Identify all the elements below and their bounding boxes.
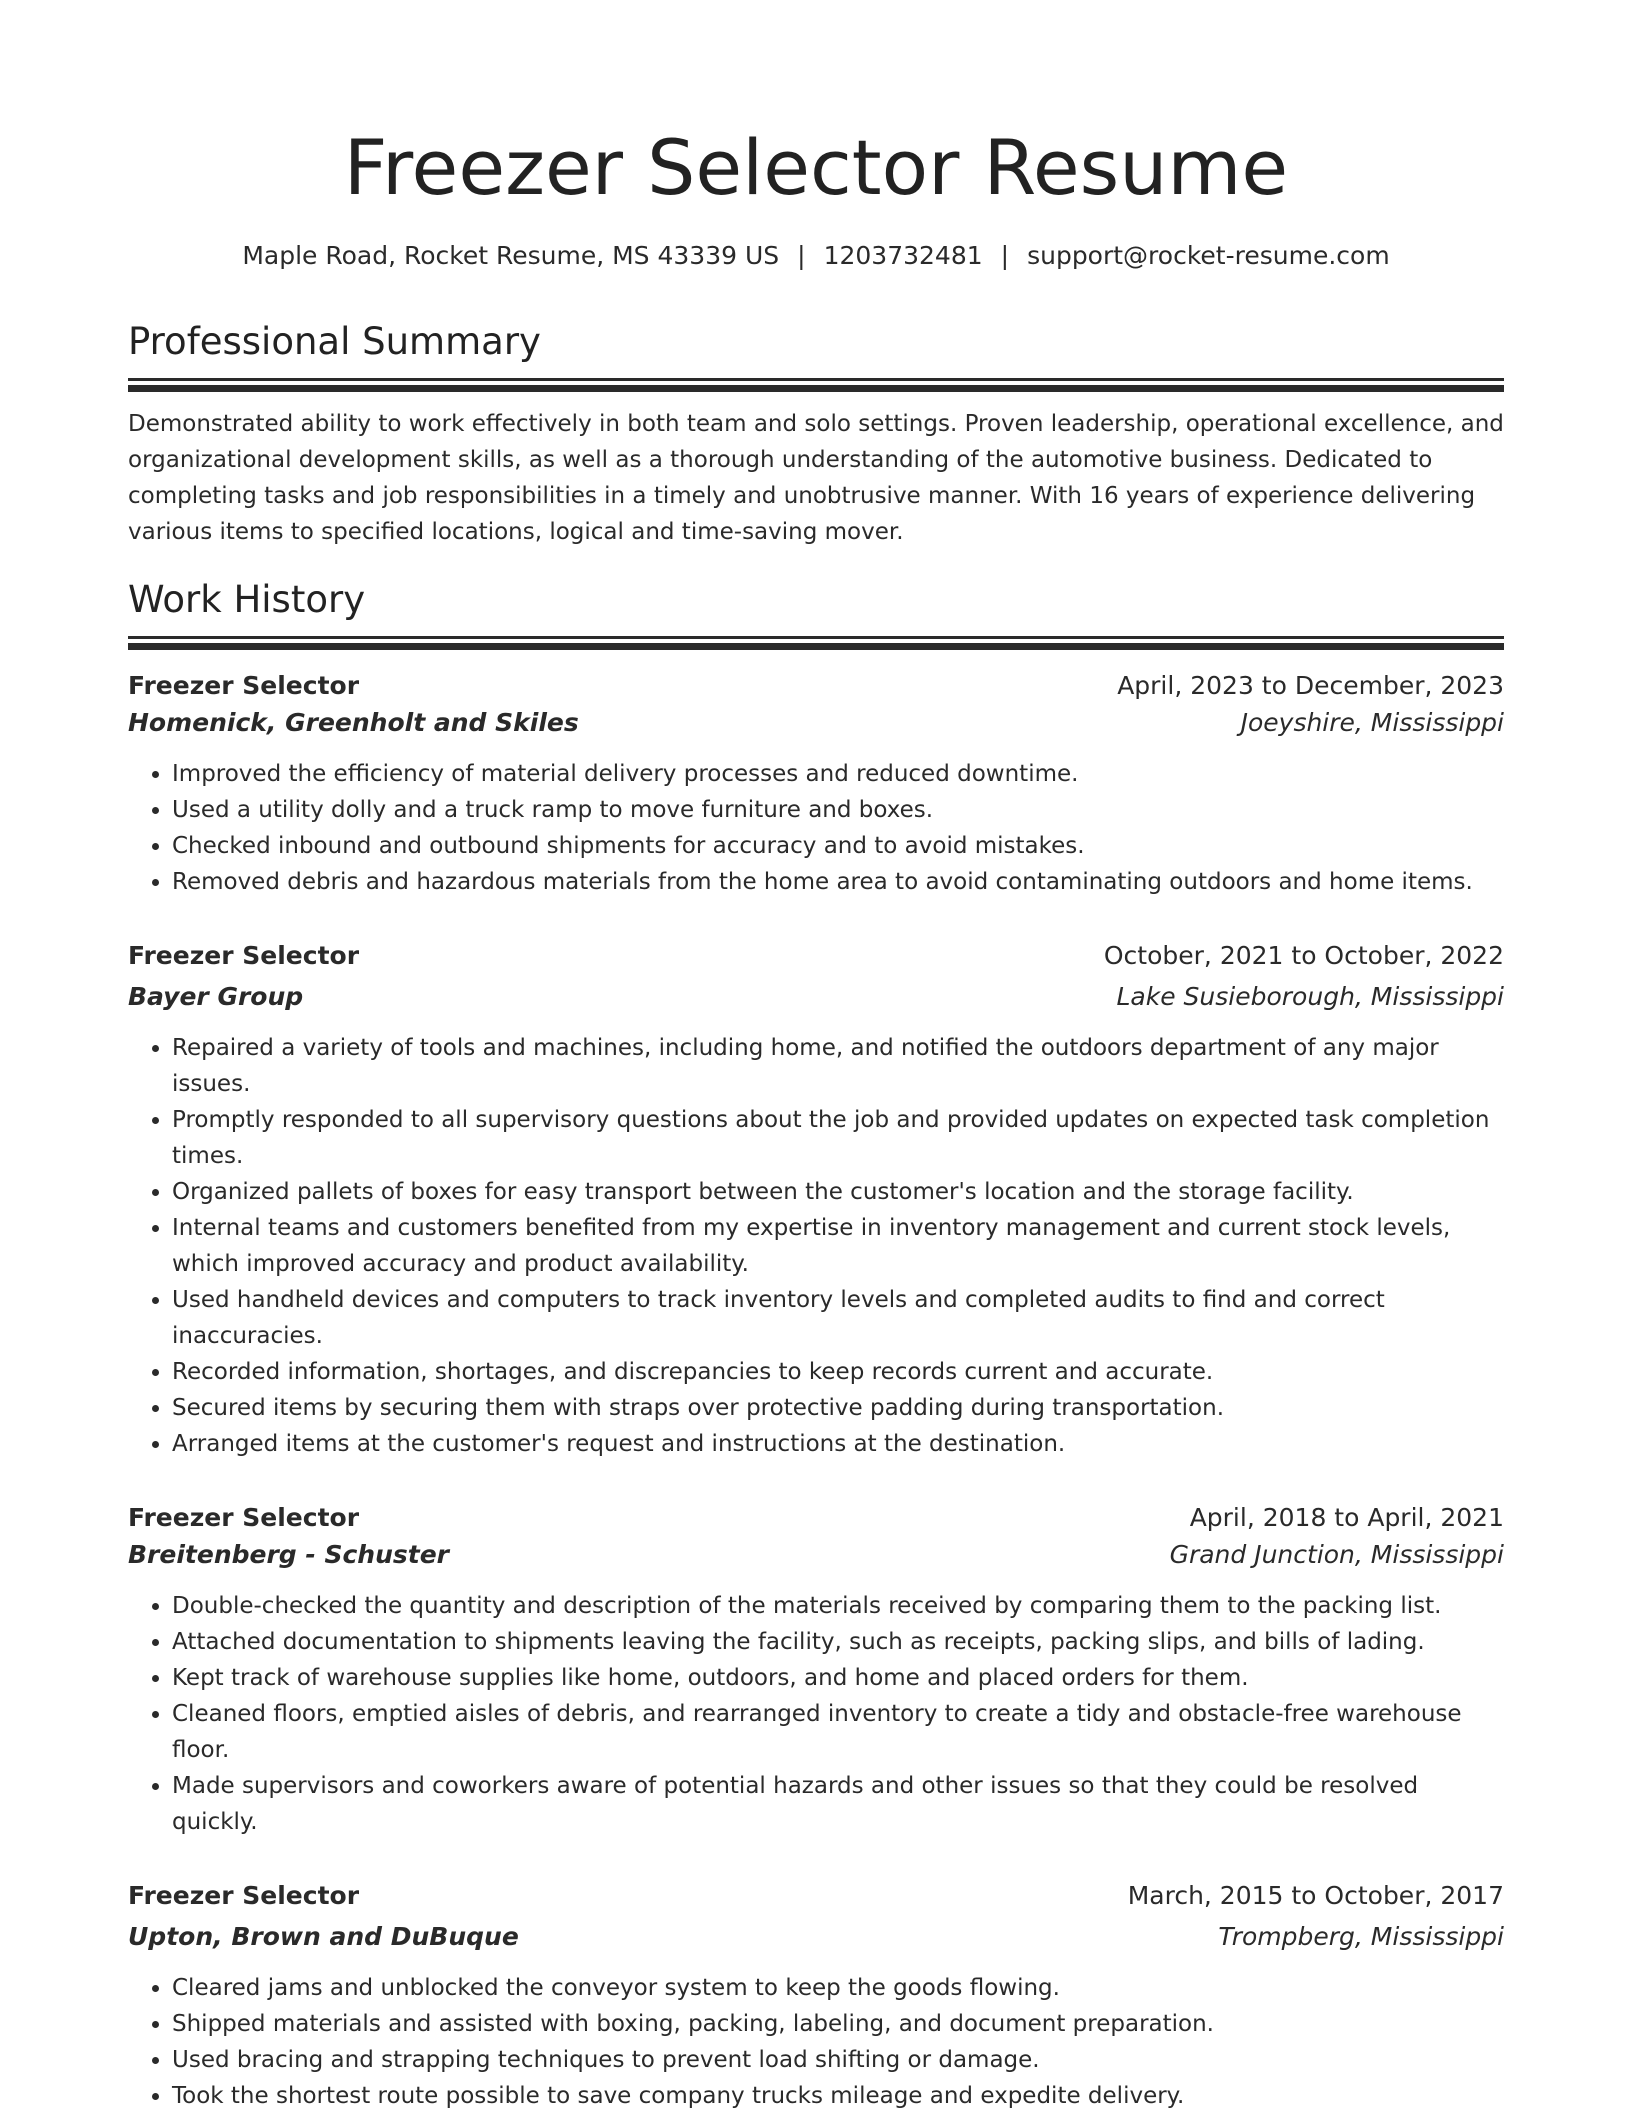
job-bullet: • Kept track of warehouse supplies like home, outdoors, and home and placed orders for them. — [172, 1660, 1504, 1696]
job-company: Bayer Group — [128, 982, 304, 1011]
job-location: Lake Susieborough, Mississippi — [1116, 982, 1504, 1011]
job-bullets — [128, 1030, 1504, 1462]
job-bullet: • Promptly responded to all supervisory questions about the job and provided updates on expected task completion times. — [172, 1102, 1504, 1174]
job-bullet: • Internal teams and customers benefited from my expertise in inventory management and current stock levels, which improved accuracy and product availability. — [172, 1210, 1504, 1282]
job-dates: April, 2018 to April, 2021 — [1189, 1503, 1504, 1532]
job-company: Breitenberg - Schuster — [128, 1540, 450, 1569]
contact-email: support@rocket-resume.com — [1027, 241, 1390, 270]
job-bullet: • Attached documentation to shipments leaving the facility, such as receipts, packing slips, and bills of lading. — [172, 1624, 1504, 1660]
section-divider — [128, 636, 1504, 639]
resume-title: Freezer Selector Resume — [343, 123, 1289, 212]
job-bullets — [128, 1970, 1504, 2114]
job-dates: March, 2015 to October, 2017 — [1127, 1881, 1504, 1910]
contact-separator: | — [797, 241, 806, 270]
job-company: Homenick, Greenholt and Skiles — [128, 708, 579, 737]
section-divider-thick — [128, 643, 1504, 650]
section-divider — [128, 378, 1504, 381]
job-bullets — [128, 756, 1504, 900]
job-title: Freezer Selector — [128, 1503, 360, 1532]
contact-separator: | — [1000, 241, 1010, 270]
job-company: Upton, Brown and DuBuque — [128, 1922, 519, 1951]
job-entry — [128, 938, 1504, 1462]
job-location: Grand Junction, Mississippi — [1169, 1540, 1504, 1569]
summary-heading: Professional Summary — [128, 320, 541, 363]
job-bullet: • Made supervisors and coworkers aware of potential hazards and other issues so that they could be resolved quickly. — [172, 1768, 1504, 1840]
work-history-section — [128, 576, 1504, 650]
job-bullet: • Used a utility dolly and a truck ramp to move furniture and boxes. — [172, 792, 1504, 828]
job-bullets — [128, 1588, 1504, 1840]
work-history-heading: Work History — [128, 578, 366, 621]
job-bullet: • Repaired a variety of tools and machines, including home, and notified the outdoors department of any major issues. — [172, 1030, 1504, 1102]
job-location: Trompberg, Mississippi — [1218, 1922, 1504, 1951]
job-bullet: • Recorded information, shortages, and discrepancies to keep records current and accurate. — [172, 1354, 1504, 1390]
job-bullet: • Used bracing and strapping techniques to prevent load shifting or damage. — [172, 2042, 1504, 2078]
job-bullet: • Checked inbound and outbound shipments for accuracy and to avoid mistakes. — [172, 828, 1504, 864]
job-title: Freezer Selector — [128, 941, 360, 970]
job-bullet: • Improved the efficiency of material delivery processes and reduced downtime. — [172, 756, 1504, 792]
job-bullet: • Double-checked the quantity and description of the materials received by comparing them to the packing list. — [172, 1588, 1504, 1624]
job-bullet: • Removed debris and hazardous materials from the home area to avoid contaminating outdoors and home items. — [172, 864, 1504, 900]
contact-line — [128, 238, 1504, 274]
job-entry — [128, 1500, 1504, 1840]
job-bullet: • Used handheld devices and computers to track inventory levels and completed audits to find and correct inaccuracies. — [172, 1282, 1504, 1354]
summary-text: Demonstrated ability to work effectively in both team and solo settings. Proven leadership, operational excellence, and organizational development skills, as well as a thorough understanding of the automotive business. Dedicated to completing tasks and job responsibilities in a timely and unobtrusive manner. With 16 years of experience delivering various items to specified locations, logical and time-saving mover. — [128, 411, 1504, 545]
job-bullet: • Took the shortest route possible to save company trucks mileage and expedite delivery. — [172, 2078, 1504, 2114]
job-bullet: • Arranged items at the customer's request and instructions at the destination. — [172, 1426, 1504, 1462]
job-entry — [128, 1878, 1504, 2114]
job-location: Joeyshire, Mississippi — [1240, 708, 1504, 737]
job-title: Freezer Selector — [128, 671, 360, 700]
job-dates: October, 2021 to October, 2022 — [1103, 941, 1504, 970]
job-entry — [128, 668, 1504, 900]
job-bullet: • Secured items by securing them with straps over protective padding during transportation. — [172, 1390, 1504, 1426]
contact-phone: 1203732481 — [823, 241, 983, 270]
job-bullet: • Cleaned floors, emptied aisles of debris, and rearranged inventory to create a tidy and obstacle-free warehouse floor. — [172, 1696, 1504, 1768]
summary-section — [128, 318, 1504, 550]
section-divider-thick — [128, 385, 1504, 392]
job-bullet: • Cleared jams and unblocked the conveyor system to keep the goods flowing. — [172, 1970, 1504, 2006]
job-title: Freezer Selector — [128, 1881, 360, 1910]
job-dates: April, 2023 to December, 2023 — [1117, 671, 1504, 700]
job-bullet: • Shipped materials and assisted with boxing, packing, labeling, and document preparation. — [172, 2006, 1504, 2042]
contact-address: Maple Road, Rocket Resume, MS 43339 US — [242, 241, 780, 270]
job-bullet: • Organized pallets of boxes for easy transport between the customer's location and the storage facility. — [172, 1174, 1504, 1210]
